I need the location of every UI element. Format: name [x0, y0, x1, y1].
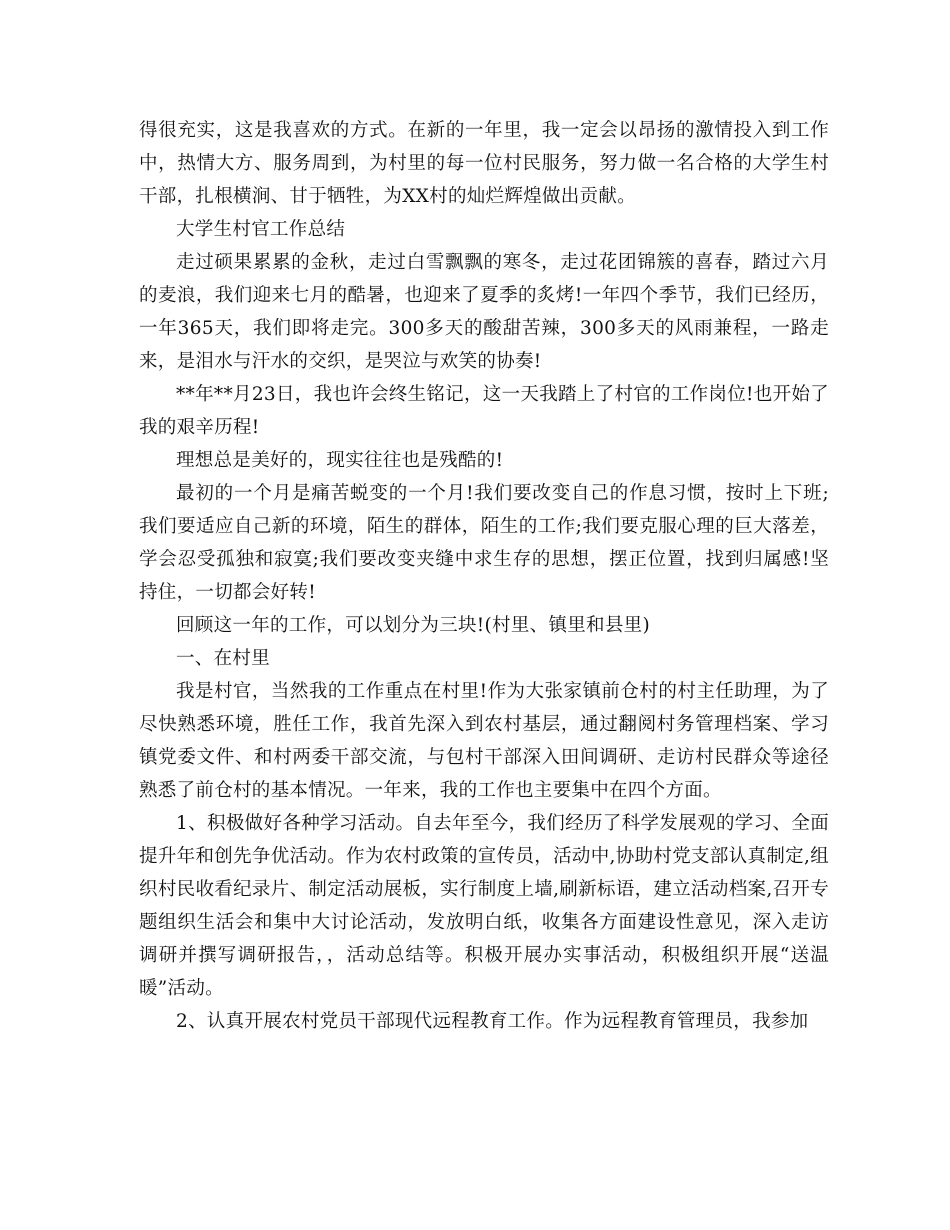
section-heading: 一、在村里	[176, 648, 271, 669]
paragraph: 1、积极做好各种学习活动。自去年至今，我们经历了科学发展观的学习、全面提升年和创先争优活动。作为农村政策的宣传员，活动中,协助村党支部认真制定,组织村民收看纪录片、制定活动展板，实行制度上墙,刷新标语，建立活动档案,召开专题组织生活会和集中大讨论活动，发放明白纸，收集各方面建设性意见，深入走访调研并撰写调研报告，，活动总结等。积极开展办实事活动，积极组织开展“送温暖”活动。	[139, 813, 829, 999]
paragraph: 最初的一个月是痛苦蜕变的一个月!我们要改变自己的作息习惯，按时上下班;我们要适应自己新的环境，陌生的群体，陌生的工作;我们要克服心理的巨大落差，学会忍受孤独和寂寞;我们要改变夹缝中求生存的思想，摆正位置，找到归属感!坚持住，一切都会好转!	[139, 483, 829, 603]
paragraph: 走过硕果累累的金秋，走过白雪飘飘的寒冬，走过花团锦簇的喜春，踏过六月的麦浪，我们迎来七月的酷暑，也迎来了夏季的炙烤!一年四个季节，我们已经历，一年365天，我们即将走完。300多天的酸甜苦辣，300多天的风雨兼程，一路走来，是泪水与汗水的交织，是哭泣与欢笑的协奏!	[139, 252, 829, 372]
paragraph: 我是村官，当然我的工作重点在村里!作为大张家镇前仓村的村主任助理，为了尽快熟悉环境，胜任工作，我首先深入到农村基层，通过翻阅村务管理档案、学习镇党委文件、和村两委干部交流，与包村干部深入田间调研、走访村民群众等途径熟悉了前仓村的基本情况。一年来，我的工作也主要集中在四个方面。	[139, 681, 829, 801]
paragraph: 回顾这一年的工作，可以划分为三块!(村里、镇里和县里)	[176, 615, 650, 636]
section-title: 大学生村官工作总结	[176, 219, 346, 240]
paragraph: 理想总是美好的，现实往往也是残酷的!	[176, 450, 504, 471]
paragraph: **年**月23日，我也许会终生铭记，这一天我踏上了村官的工作岗位!也开始了我的艰辛历程!	[139, 384, 829, 438]
paragraph-continuation: 得很充实，这是我喜欢的方式。在新的一年里，我一定会以昂扬的激情投入到工作中，热情大方、服务周到，为村里的每一位村民服务，努力做一名合格的大学生村干部，扎根横涧、甘于牺牲，为XX村的灿烂辉煌做出贡献。	[139, 120, 829, 207]
document-body	[139, 114, 829, 1038]
paragraph: 2、认真开展农村党员干部现代远程教育工作。作为远程教育管理员，我参加	[176, 1011, 809, 1032]
